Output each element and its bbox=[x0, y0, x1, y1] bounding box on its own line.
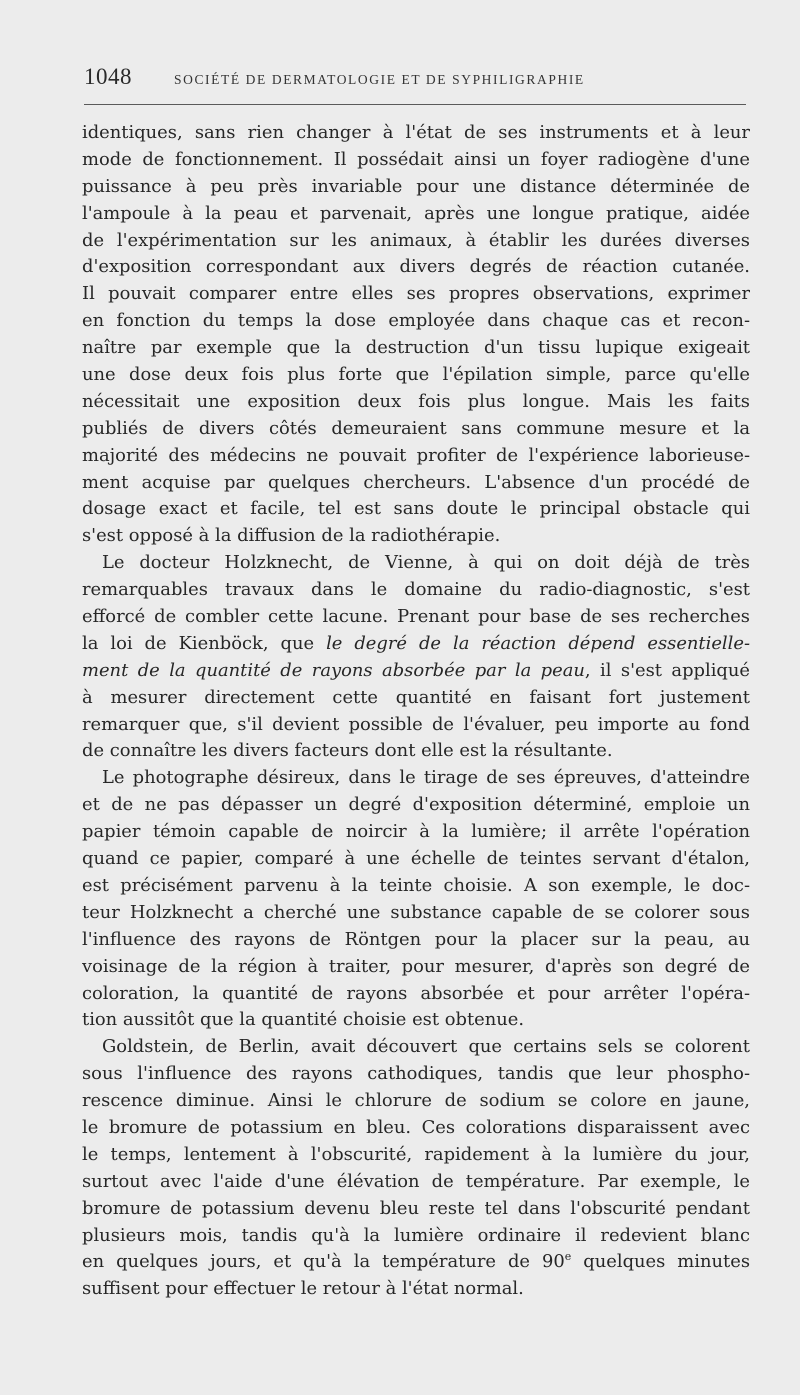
text-line bbox=[82, 658, 750, 685]
text-line: tion aussitôt que la quantité choisie est obtenue. bbox=[82, 1009, 525, 1031]
text-line: Le docteur Holzknecht, de Vienne, à qui on doit déjà de très bbox=[102, 552, 750, 574]
text-line bbox=[82, 631, 750, 658]
text-line: et de ne pas dépasser un degré d'exposition déterminé, emploie un bbox=[82, 794, 750, 816]
text-line: l'influence des rayons de Röntgen pour la placer sur la peau, au bbox=[82, 928, 750, 950]
text-segment: en quelques jours, et qu'à la température de 90 bbox=[82, 1251, 565, 1273]
page-header bbox=[84, 62, 746, 96]
text-line: papier témoin capable de noircir à la lumière; il arrête l'opération bbox=[82, 821, 750, 843]
text-line: de connaître les divers facteurs dont elle est la résultante. bbox=[82, 740, 613, 762]
text-line: publiés de divers côtés demeuraient sans commune mesure et la bbox=[82, 417, 750, 439]
text-line: sous l'influence des rayons cathodiques, tandis que leur phospho- bbox=[82, 1063, 750, 1085]
text-line: efforcé de combler cette lacune. Prenant pour base de ses recherches bbox=[82, 606, 750, 628]
superscript: e bbox=[564, 1250, 572, 1264]
text-line: naître par exemple que la destruction d'un tissu lupique exigeait bbox=[82, 337, 750, 359]
text-line: Le photographe désireux, dans le tirage de ses épreuves, d'atteindre bbox=[102, 767, 750, 789]
text-line: bromure de potassium devenu bleu reste tel dans l'obscurité pendant bbox=[82, 1197, 750, 1219]
text-line: coloration, la quantité de rayons absorbée et pour arrêter l'opéra- bbox=[82, 982, 750, 1004]
page-number: 1048 bbox=[84, 64, 132, 89]
running-head: SOCIÉTÉ DE DERMATOLOGIE ET DE SYPHILIGRAPHIE bbox=[174, 72, 585, 87]
text-segment: , il s'est appliqué bbox=[584, 659, 750, 681]
text-line: majorité des médecins ne pouvait profiter de l'expérience laborieuse- bbox=[82, 444, 750, 466]
text-line: remarquer que, s'il devient possible de l'évaluer, peu importe au fond bbox=[82, 713, 750, 735]
italic-segment: ment de la quantité de rayons absorbée par la peau bbox=[82, 659, 585, 681]
text-line bbox=[82, 1249, 750, 1276]
text-line: en fonction du temps la dose employée dans chaque cas et recon- bbox=[82, 310, 750, 332]
text-line: s'est opposé à la diffusion de la radiothérapie. bbox=[82, 525, 501, 547]
text-line: quand ce papier, comparé à une échelle de teintes servant d'étalon, bbox=[82, 848, 750, 870]
text-line: à mesurer directement cette quantité en faisant fort justement bbox=[82, 686, 750, 708]
text-line: l'ampoule à la peau et parvenait, après une longue pratique, aidée bbox=[82, 202, 750, 224]
text-line: d'exposition correspondant aux divers degrés de réaction cutanée. bbox=[82, 256, 750, 278]
text-line: de l'expérimentation sur les animaux, à établir les durées diverses bbox=[82, 229, 750, 251]
text-line: Il pouvait comparer entre elles ses propres observations, exprimer bbox=[82, 283, 750, 305]
text-line: dosage exact et facile, tel est sans doute le principal obstacle qui bbox=[82, 498, 750, 520]
text-line: le bromure de potassium en bleu. Ces colorations disparaissent avec bbox=[82, 1116, 750, 1138]
text-line: mode de fonctionnement. Il possédait ainsi un foyer radiogène d'une bbox=[82, 148, 750, 170]
text-line: identiques, sans rien changer à l'état de ses instruments et à leur bbox=[82, 122, 750, 143]
text-line: suffisent pour effectuer le retour à l'état normal. bbox=[82, 1278, 524, 1300]
text-segment: la loi de Kienböck, que bbox=[82, 632, 327, 654]
text-line: nécessitait une exposition deux fois plus longue. Mais les faits bbox=[82, 390, 750, 412]
text-line: remarquables travaux dans le domaine du radio-diagnostic, s'est bbox=[82, 579, 750, 601]
text-line: surtout avec l'aide d'une élévation de température. Par exemple, le bbox=[82, 1170, 750, 1192]
text-line: teur Holzknecht a cherché une substance capable de se colorer sous bbox=[82, 901, 750, 923]
text-line: est précisément parvenu à la teinte choisie. A son exemple, le doc- bbox=[82, 874, 750, 896]
text-line: rescence diminue. Ainsi le chlorure de sodium se colore en jaune, bbox=[82, 1090, 750, 1112]
text-line: plusieurs mois, tandis qu'à la lumière ordinaire il redevient blanc bbox=[82, 1224, 750, 1246]
text-line: voisinage de la région à traiter, pour mesurer, d'après son degré de bbox=[82, 955, 750, 977]
body-text bbox=[82, 120, 750, 1303]
text-line: une dose deux fois plus forte que l'épilation simple, parce qu'elle bbox=[82, 364, 750, 386]
text-line: Goldstein, de Berlin, avait découvert que certains sels se colorent bbox=[102, 1036, 750, 1058]
header-rule bbox=[84, 104, 746, 105]
italic-segment: le degré de la réaction dépend essentielle- bbox=[326, 632, 750, 654]
text-line: ment acquise par quelques chercheurs. L'absence d'un procédé de bbox=[82, 471, 750, 493]
text-line: le temps, lentement à l'obscurité, rapidement à la lumière du jour, bbox=[82, 1143, 750, 1165]
text-line: puissance à peu près invariable pour une distance déterminée de bbox=[82, 175, 750, 197]
text-segment: quelques minutes bbox=[571, 1251, 750, 1273]
